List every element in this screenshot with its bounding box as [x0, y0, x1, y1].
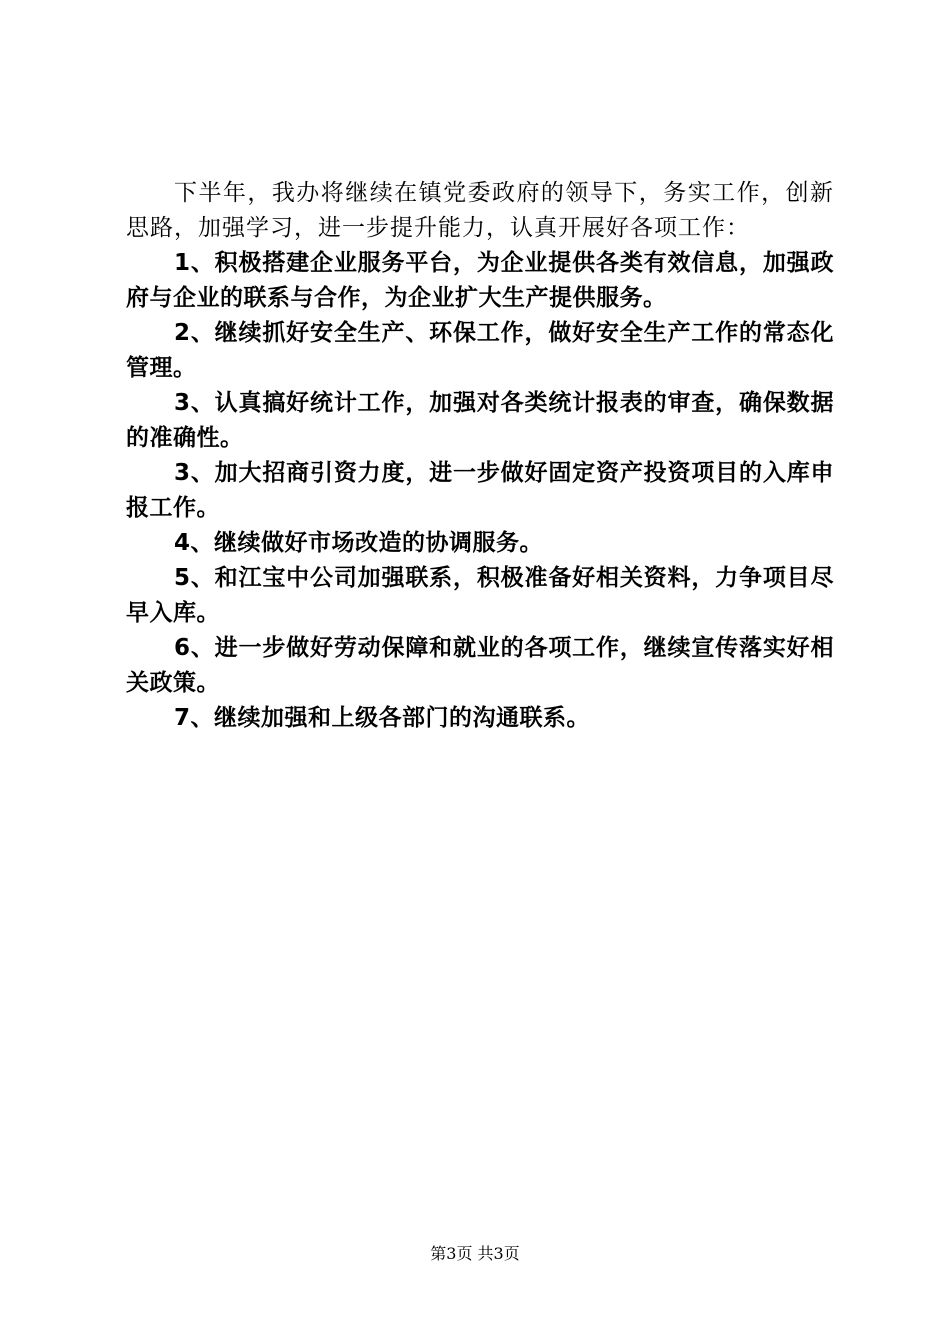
work-item-3: 3、认真搞好统计工作，加强对各类统计报表的审查，确保数据的准确性。: [126, 390, 834, 451]
work-item-1: 1、积极搭建企业服务平台，为企业提供各类有效信息，加强政府与企业的联系与合作，为企业扩大生产提供服务。: [126, 250, 834, 311]
document-body: [126, 176, 834, 736]
work-item-3b: 3、加大招商引资力度，进一步做好固定资产投资项目的入库申报工作。: [126, 460, 834, 521]
work-item-7: 7、继续加强和上级各部门的沟通联系。: [174, 705, 591, 731]
page-footer: 第3页 共3页: [430, 1244, 520, 1263]
work-item-4: 4、继续做好市场改造的协调服务。: [174, 530, 544, 556]
intro-paragraph: 下半年，我办将继续在镇党委政府的领导下，务实工作，创新思路，加强学习，进一步提升能力，认真开展好各项工作：: [126, 180, 834, 241]
work-item-2: 2、继续抓好安全生产、环保工作，做好安全生产工作的常态化管理。: [126, 320, 834, 381]
work-item-5: 5、和江宝中公司加强联系，积极准备好相关资料，力争项目尽早入库。: [126, 565, 834, 626]
work-item-6: 6、进一步做好劳动保障和就业的各项工作，继续宣传落实好相关政策。: [126, 635, 834, 696]
